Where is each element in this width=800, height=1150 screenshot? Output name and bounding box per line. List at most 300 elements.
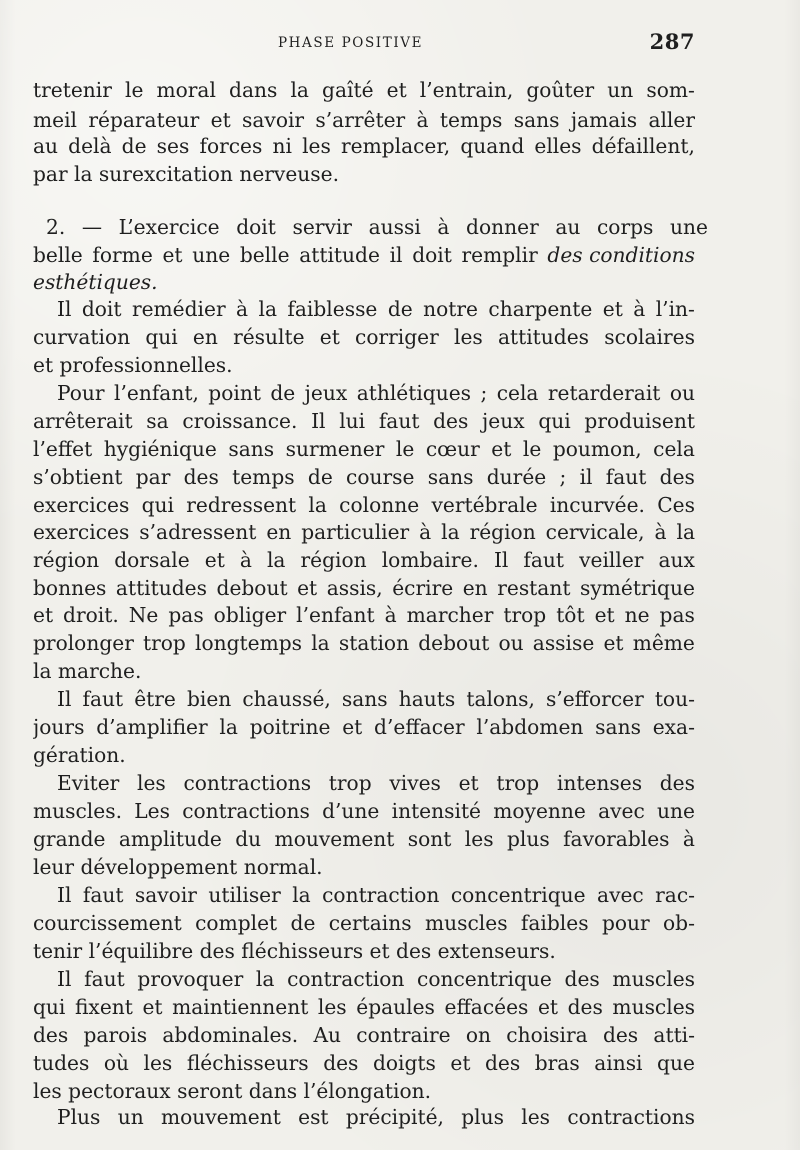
text-word: particulier [301, 520, 410, 544]
text-word: Ne [128, 603, 159, 627]
text-word: avec [597, 883, 644, 907]
text-word: des [183, 465, 219, 489]
text-word: point [208, 381, 261, 405]
text-word: prolonger [33, 631, 134, 655]
text-word: et [142, 995, 163, 1019]
text-word: hygiénique [103, 437, 217, 461]
text-word: choisira [506, 1023, 588, 1047]
text-word: et [297, 576, 318, 600]
text-word: meil [33, 108, 78, 132]
text-word: la [441, 520, 460, 544]
text-word: avec [598, 799, 645, 823]
text-word: marcher [406, 603, 494, 627]
text-word: Plus [57, 1105, 101, 1129]
text-word: au [33, 134, 59, 158]
text-word: rac- [655, 883, 695, 907]
text-word: temps [439, 108, 503, 132]
text-word: faut [605, 465, 647, 489]
text-word: mouvement [160, 1105, 281, 1129]
text-word: plus [506, 827, 550, 851]
text-word: chaussé, [242, 687, 331, 711]
text-word: qui [538, 409, 571, 433]
text-line [33, 825, 695, 854]
text-word: delà [68, 134, 112, 158]
text-word: trop [143, 631, 186, 655]
text-word: assise [532, 631, 595, 655]
text-word: fixent [74, 995, 133, 1019]
text-word: pas [168, 603, 204, 627]
text-word: remédier [131, 297, 226, 321]
text-word: cervicale, [545, 520, 645, 544]
text-word: cela [496, 381, 539, 405]
text-word: sont [407, 827, 452, 851]
text-word: favorables [563, 827, 670, 851]
text-word: temps [232, 465, 295, 489]
text-word: abdominales. [162, 1023, 299, 1047]
text-word: défaillent, [591, 134, 695, 158]
text-word: s’arrêter [315, 108, 406, 132]
text-word: symétrique [579, 576, 695, 600]
text-word: la [676, 520, 695, 544]
text-word: l’enfant [296, 603, 375, 627]
text-word: corriger [355, 325, 439, 349]
text-word: course [346, 465, 415, 489]
text-word: du [235, 827, 262, 851]
text-word: la [258, 297, 277, 321]
text-word: restant [497, 576, 571, 600]
text-word: moral [156, 78, 216, 102]
text-word: faut [378, 409, 420, 433]
text-word: goûter [526, 78, 595, 102]
text-word: hauts [398, 687, 456, 711]
text-word: et [450, 1051, 471, 1075]
text-word: des [433, 409, 469, 433]
text-word: scolaires [604, 325, 695, 349]
text-word: en [192, 325, 218, 349]
text-word: forces [199, 134, 263, 158]
text-line [33, 713, 695, 742]
text-word: savoir [134, 883, 197, 907]
running-head: PHASE POSITIVE [278, 35, 424, 51]
text-word: au [555, 215, 581, 239]
page-number: 287 [649, 29, 695, 54]
text-word: remplir [461, 243, 538, 267]
text-word: la [311, 631, 330, 655]
text-line [33, 574, 695, 603]
text-word: tenir l’équilibre des fléchisseurs et des extenseurs. [33, 939, 556, 963]
text-word: exa- [652, 715, 695, 739]
text-word: épaules [356, 995, 435, 1019]
text-word: les [453, 325, 483, 349]
text-word: obliger [213, 603, 287, 627]
text-word: forme [92, 243, 153, 267]
text-line [33, 160, 695, 189]
text-word: et [386, 78, 407, 102]
text-word: concentrique [450, 883, 586, 907]
text-word: la [292, 883, 311, 907]
text-word: jeux [304, 381, 348, 405]
text-word: par la surexcitation nerveuse. [33, 162, 340, 186]
text-word: et [162, 243, 183, 267]
text-word: trop [328, 771, 372, 795]
text-word: som- [646, 78, 695, 102]
text-word: poumon, [552, 437, 642, 461]
text-word: et [537, 995, 559, 1019]
text-word: tudes [33, 1051, 90, 1075]
text-word: 2. [46, 215, 66, 239]
text-word: notre [423, 297, 478, 321]
text-word: exercices [33, 520, 130, 544]
text-word: attitudes [497, 325, 590, 349]
text-word: de [387, 297, 413, 321]
text-word: ne [624, 603, 650, 627]
text-word: une [670, 215, 708, 239]
text-word: gaîté [322, 78, 374, 102]
text-word: les [302, 134, 331, 158]
text-word: tôt [556, 603, 585, 627]
text-word: Il [57, 967, 72, 991]
text-word: un [607, 78, 634, 102]
text-word: station [338, 631, 410, 655]
text-word: écrire [392, 576, 454, 600]
text-line [33, 241, 695, 270]
text-word: jeux [482, 409, 525, 433]
text-word: Les [134, 799, 170, 823]
text-word: en [462, 576, 488, 600]
text-line [33, 518, 695, 547]
text-word: charpente [488, 297, 593, 321]
text-word: ni [272, 134, 292, 158]
text-word: des [33, 1023, 69, 1047]
text-line [33, 106, 695, 135]
text-word: maintiennent [172, 995, 309, 1019]
text-word: trop [496, 771, 540, 795]
text-word: d’une [322, 799, 380, 823]
text-word: muscles [424, 911, 508, 935]
text-word: faiblesse [287, 297, 378, 321]
text-word: aussi [368, 215, 421, 239]
text-word: le [522, 437, 542, 461]
text-word: et professionnelles. [33, 353, 233, 377]
text-word: où [103, 1051, 130, 1075]
text-word: les pectoraux seront dans l’élongation. [33, 1079, 432, 1103]
text-word: une [657, 799, 695, 823]
text-word: des [484, 1051, 521, 1075]
text-word: debout [216, 576, 288, 600]
text-word: bras [534, 1051, 580, 1075]
text-word: amplitude [118, 827, 222, 851]
text-word: la [290, 78, 309, 102]
text-line [33, 351, 695, 380]
text-word: réparateur [88, 108, 200, 132]
text-word: les [521, 1105, 551, 1129]
text-word: à [236, 297, 249, 321]
text-line [33, 853, 695, 882]
text-word: à [384, 603, 397, 627]
text-word: d’amplifier [96, 715, 208, 739]
text-word: contractions [182, 799, 310, 823]
text-word: muscles. [33, 799, 122, 823]
text-word: aller [648, 108, 695, 132]
text-line [33, 629, 695, 658]
text-word: la [255, 967, 275, 991]
text-word: est [298, 1105, 329, 1129]
text-word: surmener [285, 437, 385, 461]
text-word: Il [57, 297, 72, 321]
text-line [33, 657, 695, 686]
text-word: à [437, 215, 450, 239]
text-word: la [308, 493, 327, 517]
text-word: courcissement [33, 911, 182, 935]
text-word: fléchisseurs [186, 1051, 309, 1075]
page-header [33, 31, 695, 57]
text-word: le [395, 437, 415, 461]
text-word: d’effacer [374, 715, 465, 739]
text-word: des [659, 771, 695, 795]
text-word: ou [498, 631, 524, 655]
text-word: servir [292, 215, 352, 239]
text-word: et [603, 631, 624, 655]
text-word: arrêterait [33, 409, 133, 433]
text-word: aux [658, 548, 695, 572]
text-word: dorsale [114, 548, 190, 572]
text-word: l’effet [33, 437, 93, 461]
text-word: les [143, 1051, 173, 1075]
text-line [33, 601, 695, 630]
text-word: quand [460, 134, 525, 158]
text-word: les [137, 771, 166, 795]
text-word: de [121, 134, 147, 158]
text-word: ob- [663, 911, 695, 935]
text-line [57, 1103, 695, 1132]
text-word: et [342, 715, 363, 739]
text-word: atti- [653, 1023, 695, 1047]
text-word: attitude [299, 243, 380, 267]
text-word: de [270, 381, 296, 405]
text-line [57, 295, 695, 324]
text-word: de [307, 465, 333, 489]
text-word: jamais [570, 108, 638, 132]
text-word: sans [341, 687, 388, 711]
text-word: lombaire. [381, 548, 479, 572]
text-word: il [579, 465, 593, 489]
text-word: assis, [326, 576, 383, 600]
text-word: et [458, 771, 479, 795]
text-word: et [33, 603, 54, 627]
text-word: qui [33, 995, 66, 1019]
text-word: debout [418, 631, 490, 655]
text-word: intensité [391, 799, 482, 823]
text-word: faibles [520, 911, 589, 935]
text-word: vertébrale [431, 493, 538, 517]
text-line [33, 993, 695, 1022]
text-word: contraction [287, 967, 405, 991]
text-word: et [594, 603, 615, 627]
text-word: en [266, 520, 292, 544]
text-word: contractions [567, 1105, 695, 1129]
text-word: Au [313, 1023, 342, 1047]
text-word: et [491, 437, 512, 461]
text-word: même [632, 631, 695, 655]
text-line [33, 741, 695, 770]
text-line [33, 268, 695, 297]
text-word: trop [503, 603, 547, 627]
text-word: on [465, 1023, 492, 1047]
text-line [57, 685, 695, 714]
text-word: bonnes [33, 576, 107, 600]
text-word: Il [57, 687, 72, 711]
text-word: l’in- [655, 297, 695, 321]
text-line [33, 132, 695, 161]
text-word: le [124, 78, 144, 102]
text-word: lui [339, 409, 366, 433]
text-word: gération. [33, 743, 126, 767]
text-line [33, 407, 695, 436]
text-word: corps [597, 215, 654, 239]
text-word: une [192, 243, 231, 267]
text-word: des [659, 465, 695, 489]
text-word: belle [33, 243, 83, 267]
text-word: croissance. [182, 409, 298, 433]
text-word: doit [412, 243, 452, 267]
text-word: curvation [33, 325, 131, 349]
text-word: L’exercice [118, 215, 220, 239]
text-word: la [266, 548, 286, 572]
text-word: Eviter [57, 771, 120, 795]
text-line [33, 463, 695, 492]
text-word: et [319, 325, 340, 349]
text-word: la marche. [33, 659, 142, 683]
text-word: s’obtient [33, 465, 123, 489]
text-word: par [135, 465, 171, 489]
text-word: talons, [466, 687, 535, 711]
text-word: contraction [322, 883, 440, 907]
text-word: être [134, 687, 176, 711]
text-line [33, 546, 695, 575]
text-word: la [219, 715, 238, 739]
text-word: exercices [33, 493, 130, 517]
text-word: esthétiques. [33, 270, 158, 294]
text-word: à [682, 827, 695, 851]
text-word: qui [145, 325, 178, 349]
text-word: des conditions [547, 243, 695, 267]
text-word: utiliser [208, 883, 281, 907]
text-word: doit [236, 215, 276, 239]
text-word: précipité, [345, 1105, 444, 1129]
text-word: grande [33, 827, 106, 851]
text-word: région [469, 520, 536, 544]
text-word: donner [466, 215, 539, 239]
text-word: moyenne [493, 799, 586, 823]
text-word: intenses [556, 771, 643, 795]
text-line [57, 965, 695, 994]
text-line [46, 213, 708, 242]
text-word: à [654, 520, 667, 544]
text-word: s’efforcer [545, 687, 644, 711]
text-line [33, 937, 695, 966]
text-line [33, 435, 695, 464]
text-word: faut [82, 883, 124, 907]
text-word: remplacer, [340, 134, 451, 158]
text-word: ; [559, 465, 567, 489]
text-line [33, 1077, 695, 1106]
text-word: effacées [444, 995, 529, 1019]
text-word: des [602, 1023, 639, 1047]
text-word: produisent [584, 409, 695, 433]
text-word: savoir [242, 108, 305, 132]
text-word: ainsi [594, 1051, 643, 1075]
text-word: plus [461, 1105, 504, 1129]
text-word: mouvement [274, 827, 395, 851]
text-word: sa [146, 409, 169, 433]
text-word: complet [195, 911, 278, 935]
text-word: contraire [356, 1023, 451, 1047]
text-word: pour [601, 911, 650, 935]
text-word: contractions [183, 771, 312, 795]
text-word: des [323, 1051, 359, 1075]
text-word: concentrique [417, 967, 552, 991]
text-line [33, 323, 695, 352]
text-word: athlétiques [356, 381, 472, 405]
text-word: Pour [57, 381, 105, 405]
text-word: faut [82, 687, 124, 711]
text-word: belle [239, 243, 290, 267]
text-word: que [657, 1051, 695, 1075]
text-word: des [564, 967, 600, 991]
text-word: dans [229, 78, 278, 102]
text-word: retarderait [547, 381, 661, 405]
text-word: il [389, 243, 403, 267]
text-word: s’adressent [139, 520, 257, 544]
text-line [33, 909, 695, 938]
text-word: ou [669, 381, 695, 405]
text-word: à [239, 548, 252, 572]
text-word: muscles [612, 995, 695, 1019]
text-line [57, 769, 695, 798]
text-word: à [633, 297, 646, 321]
text-word: colonne [339, 493, 420, 517]
text-word: un [117, 1105, 144, 1129]
text-word: pas [659, 603, 695, 627]
text-word: des [567, 995, 603, 1019]
text-word: elles [534, 134, 582, 158]
text-word: faut [523, 548, 565, 572]
text-line [33, 797, 695, 826]
text-word: parois [83, 1023, 148, 1047]
text-word: jours [33, 715, 85, 739]
text-word: Il [311, 409, 326, 433]
text-word: certains [328, 911, 412, 935]
text-word: cela [653, 437, 695, 461]
text-word: muscles [612, 967, 695, 991]
text-word: les [317, 995, 347, 1019]
text-word: et [602, 297, 623, 321]
text-word: veiller [579, 548, 644, 572]
text-word: et [204, 548, 225, 572]
text-word: à [419, 520, 432, 544]
text-word: qui [141, 493, 174, 517]
text-word: Ces [657, 493, 695, 517]
text-word: tou- [654, 687, 695, 711]
text-word: à [416, 108, 429, 132]
text-word: les [464, 827, 494, 851]
text-word: provoquer [137, 967, 244, 991]
text-word: sans [595, 715, 641, 739]
text-line [33, 491, 695, 520]
text-word: longtemps [195, 631, 303, 655]
text-word: cœur [425, 437, 480, 461]
text-word: redressent [186, 493, 297, 517]
